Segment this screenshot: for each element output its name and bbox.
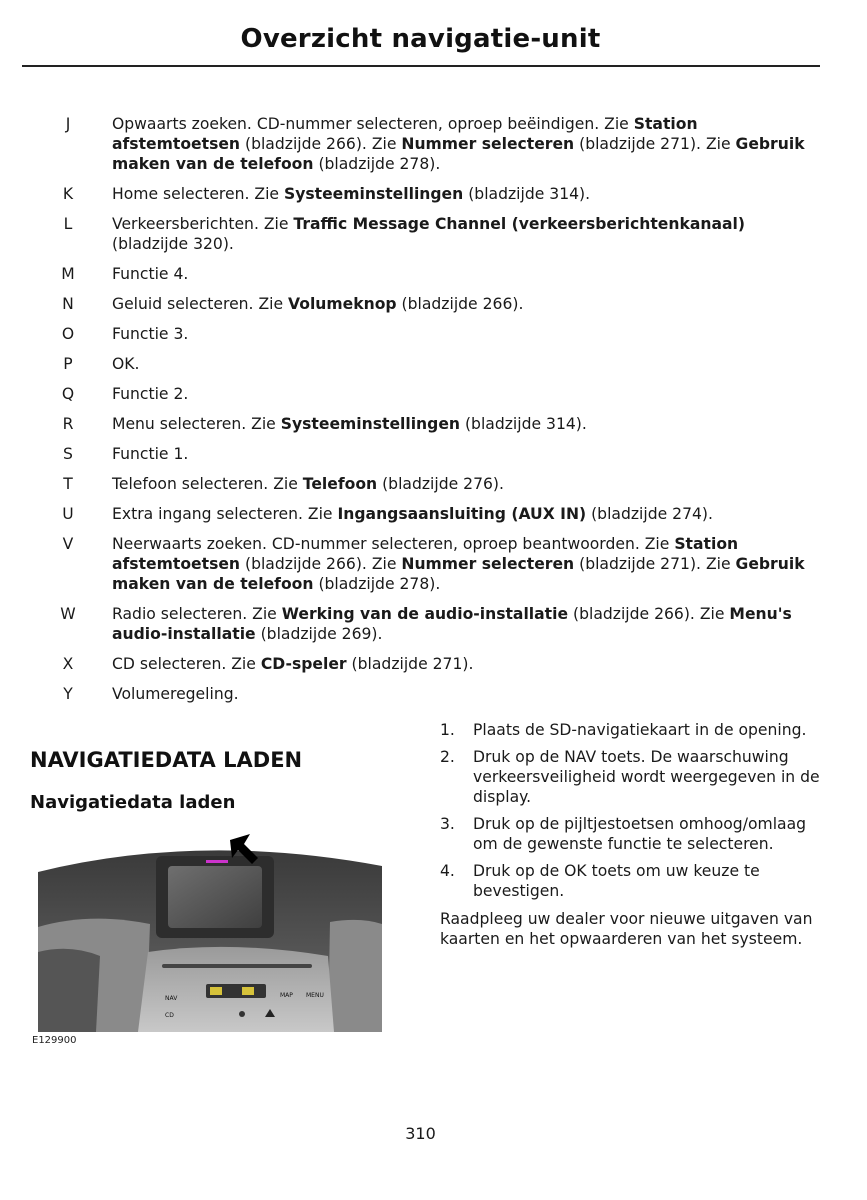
cross-reference-title: Werking van de audio-installatie xyxy=(281,605,569,623)
cross-reference-title: Systeeminstellingen xyxy=(280,415,461,433)
legend-key: V xyxy=(62,535,74,553)
legend-entry xyxy=(0,114,867,174)
dashboard-drawing xyxy=(30,832,382,1032)
legend-key: P xyxy=(63,355,73,373)
cross-reference-title: Ingangsaansluiting (AUX IN) xyxy=(337,505,587,523)
legend-key: T xyxy=(63,475,73,493)
description-text: (bladzijde 266). Zie xyxy=(240,555,402,573)
map-button-label: MAP xyxy=(280,992,293,999)
cross-reference-title: Volumeknop xyxy=(288,295,397,313)
description-text: Opwaarts zoeken. CD-nummer selecteren, oproep beëindigen. Zie xyxy=(112,115,634,133)
description-text: CD selecteren. Zie xyxy=(112,655,261,673)
description-text: (bladzijde 278). xyxy=(313,155,441,173)
legend-key: J xyxy=(65,115,71,133)
cross-reference-title: CD-speler xyxy=(260,655,347,673)
description-text: (bladzijde 276). xyxy=(377,475,504,493)
description-text: (bladzijde 269). xyxy=(255,625,383,643)
description-text: Volumeregeling. xyxy=(112,685,239,703)
step-item xyxy=(440,814,820,854)
step-item xyxy=(440,720,820,740)
legend-key: K xyxy=(62,185,74,203)
legend-key: S xyxy=(63,445,73,463)
step-item xyxy=(440,861,820,901)
cross-reference-title: Station afstemtoetsen xyxy=(112,115,698,153)
dashboard-illustration xyxy=(30,832,382,1032)
cross-reference-title: Gebruik maken van de telefoon xyxy=(112,555,805,593)
description-text: Radio selecteren. Zie xyxy=(112,605,282,623)
legend-description xyxy=(112,654,817,674)
description-text: (bladzijde 266). xyxy=(396,295,524,313)
cross-reference-title: Telefoon xyxy=(302,475,378,493)
description-text: (bladzijde 278). xyxy=(313,575,441,593)
description-text: (bladzijde 274). xyxy=(586,505,713,523)
legend-entry xyxy=(0,534,867,594)
cross-reference-title: Gebruik maken van de telefoon xyxy=(112,135,805,173)
description-text: Functie 3. xyxy=(112,325,189,343)
description-text: Extra ingang selecteren. Zie xyxy=(112,505,338,523)
description-text: (bladzijde 314). xyxy=(463,185,591,203)
cross-reference-title: Traffic Message Channel (verkeersberichtenkanaal) xyxy=(293,215,745,233)
legend-description xyxy=(112,414,817,434)
legend-description xyxy=(112,184,817,204)
legend-key: M xyxy=(61,265,75,283)
description-text: (bladzijde 271). xyxy=(346,655,474,673)
legend-key: L xyxy=(63,215,73,233)
section-heading: NAVIGATIEDATA LADEN xyxy=(30,748,303,772)
step-number: 1. xyxy=(440,721,455,739)
cross-reference-title: Nummer selecteren xyxy=(401,135,575,153)
description-text: Functie 4. xyxy=(112,265,189,283)
menu-button-label: MENU xyxy=(306,992,324,999)
legend-key: Q xyxy=(61,385,75,403)
legend-description xyxy=(112,324,817,344)
step-text: Druk op de OK toets om uw keuze te bevestigen. xyxy=(473,862,760,900)
section-subheading: Navigatiedata laden xyxy=(30,792,236,813)
legend-entry xyxy=(0,264,867,284)
legend-description xyxy=(112,354,817,374)
cd-button-label: CD xyxy=(165,1012,174,1019)
step-text: Druk op de pijltjestoetsen omhoog/omlaag om de gewenste functie te selecteren. xyxy=(473,815,807,853)
step-number: 3. xyxy=(440,815,455,833)
step-item xyxy=(440,747,820,807)
legend-entry xyxy=(0,414,867,434)
legend-key: U xyxy=(62,505,74,523)
steps-list xyxy=(440,720,820,901)
step-number: 4. xyxy=(440,862,455,880)
description-text: Menu selecteren. Zie xyxy=(112,415,281,433)
description-text: (bladzijde 271). Zie xyxy=(574,555,736,573)
legend-description xyxy=(112,294,817,314)
cross-reference-title: Nummer selecteren xyxy=(401,555,575,573)
step-number: 2. xyxy=(440,748,455,766)
figure-label: E129900 xyxy=(32,1035,77,1046)
legend-entry xyxy=(0,504,867,524)
legend-description xyxy=(112,444,817,464)
legend-entry xyxy=(0,684,867,704)
dealer-note: Raadpleeg uw dealer voor nieuwe uitgaven van kaarten en het opwaarderen van het systeem. xyxy=(440,910,813,948)
legend-entry xyxy=(0,384,867,404)
legend-description xyxy=(112,684,817,704)
legend-entry xyxy=(0,184,867,204)
legend-description xyxy=(112,474,817,494)
legend-entry xyxy=(0,604,867,644)
cross-reference-title: Systeeminstellingen xyxy=(283,185,464,203)
legend-key: R xyxy=(62,415,74,433)
description-text: Neerwaarts zoeken. CD-nummer selecteren, oproep beantwoorden. Zie xyxy=(112,535,675,553)
description-text: Functie 2. xyxy=(112,385,189,403)
description-text: (bladzijde 266). Zie xyxy=(568,605,730,623)
description-text: Telefoon selecteren. Zie xyxy=(112,475,303,493)
description-text: Functie 1. xyxy=(112,445,189,463)
description-text: OK. xyxy=(112,355,140,373)
legend-description xyxy=(112,214,817,254)
legend-description xyxy=(112,504,817,524)
legend-description xyxy=(112,384,817,404)
legend-description xyxy=(112,264,817,284)
description-text: (bladzijde 320). xyxy=(112,235,234,253)
legend-key: O xyxy=(61,325,75,343)
step-text: Druk op de NAV toets. De waarschuwing verkeersveiligheid wordt weergegeven in de display. xyxy=(473,748,820,806)
steps-column xyxy=(440,720,820,949)
legend-entry xyxy=(0,294,867,314)
cross-reference-title: Station afstemtoetsen xyxy=(112,535,739,573)
legend-list xyxy=(0,114,867,714)
legend-key: X xyxy=(62,655,74,673)
legend-key: W xyxy=(60,605,76,623)
description-text: (bladzijde 314). xyxy=(460,415,587,433)
legend-entry xyxy=(0,214,867,254)
legend-description xyxy=(112,114,817,174)
legend-entry xyxy=(0,324,867,344)
description-text: (bladzijde 271). Zie xyxy=(574,135,736,153)
nav-button-label: NAV xyxy=(165,995,178,1002)
page-title: Overzicht navigatie-unit xyxy=(240,24,601,54)
legend-key: Y xyxy=(63,685,73,703)
legend-entry xyxy=(0,444,867,464)
cross-reference-title: Menu's audio-installatie xyxy=(112,605,792,643)
legend-description xyxy=(112,604,817,644)
legend-entry xyxy=(0,354,867,374)
legend-key: N xyxy=(62,295,74,313)
legend-entry xyxy=(0,654,867,674)
description-text: Geluid selecteren. Zie xyxy=(112,295,289,313)
description-text: Home selecteren. Zie xyxy=(112,185,284,203)
page-number: 310 xyxy=(405,1124,436,1143)
step-text: Plaats de SD-navigatiekaart in de opening. xyxy=(473,721,807,739)
title-divider xyxy=(22,65,820,67)
legend-description xyxy=(112,534,817,594)
legend-entry xyxy=(0,474,867,494)
description-text: Verkeersberichten. Zie xyxy=(112,215,294,233)
description-text: (bladzijde 266). Zie xyxy=(240,135,402,153)
